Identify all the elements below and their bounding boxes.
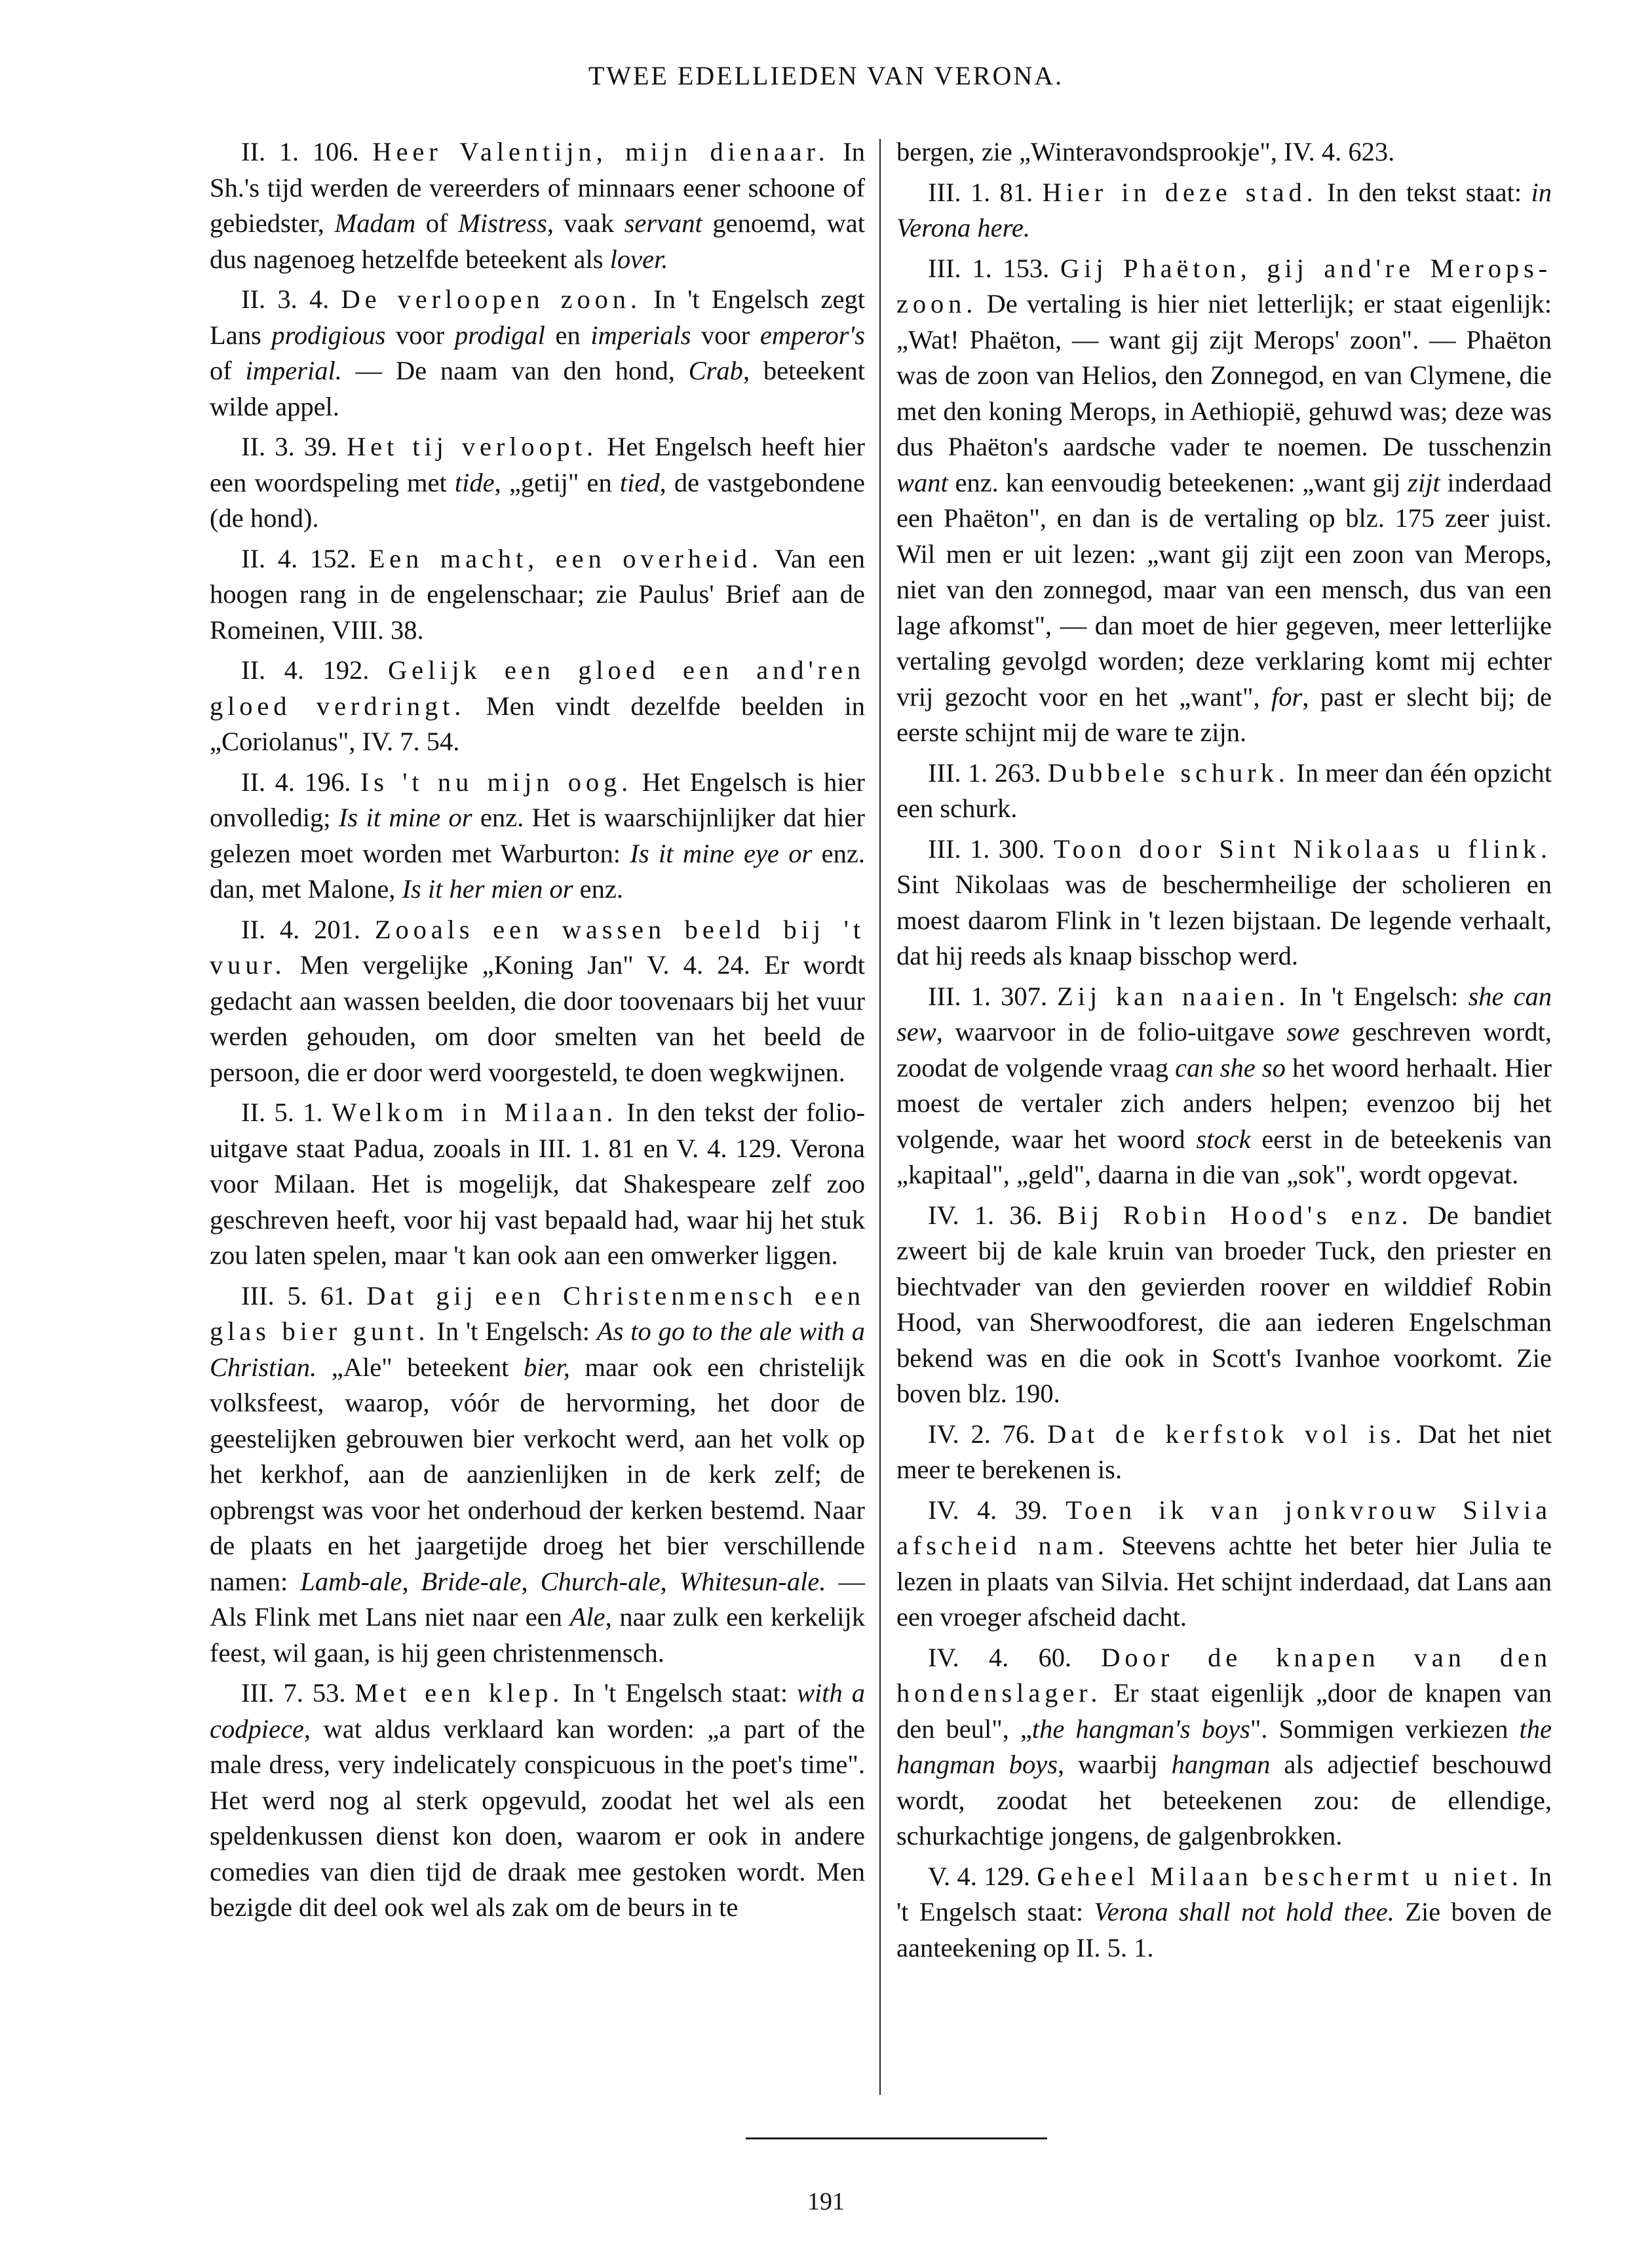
note-text: Men vergelijke „Koning Jan" V. 4. 24. Er wordt gedacht aan wassen beelden, die door toovenaars bij het vuur werden gehouden, om door smelten van het beeld de persoon, die er door werd voorgesteld, te doen wegkwijnen. <box>210 950 865 1087</box>
italic-quote: tide <box>454 467 495 497</box>
note-text: genoemd, wat dus nagenoeg hetzelfde beteekent als <box>210 208 865 274</box>
line-reference: III. 1. 307. <box>928 981 1048 1011</box>
note-text: — De naam van den hond, <box>341 356 689 385</box>
note-text: In den tekst staat: <box>1317 177 1531 207</box>
note-text: enz. kan eenvoudig beteekenen: „want gij <box>948 467 1408 497</box>
note-text: De bandiet zweert bij de kale kruin van broeder Tuck, den priester en biechtvader van den gevierden roover en wilddief Robin Hood, van Sherwoodforest, die aan iederen Engelschman bekend was en die ook in Scott's Ivanhoe voorkomt. Zie boven blz. 190. <box>896 1200 1552 1408</box>
lemma: Met een klep. <box>355 1678 564 1708</box>
italic-quote: the hangman's boys <box>1031 1713 1250 1744</box>
italic-quote: stock <box>1196 1124 1251 1154</box>
annotation-paragraph <box>896 832 1552 974</box>
note-text: Het Engelsch heeft hier een woordspeling met <box>210 432 865 497</box>
line-reference: II. 5. 1. <box>241 1098 323 1127</box>
line-reference: II. 1. 106. <box>241 137 359 166</box>
annotation-paragraph <box>210 1675 865 1926</box>
italic-quote: she can sew <box>896 981 1552 1046</box>
annotation-paragraph <box>210 1278 865 1672</box>
left-column <box>210 134 865 1930</box>
note-text: — Als Flink met Lans niet naar een <box>210 1566 865 1632</box>
annotation-paragraph <box>896 1859 1552 1966</box>
annotation-paragraph <box>896 1640 1552 1854</box>
note-text: Van een hoogen rang in de engelenschaar; zie Paulus' Brief aan de Romeinen, VIII. 38. <box>210 543 865 645</box>
italic-quote: zijt <box>1408 467 1440 497</box>
lemma: Geheel Milaan beschermt u niet. <box>1037 1861 1523 1891</box>
line-reference: II. 3. 4. <box>241 284 330 314</box>
annotation-paragraph <box>896 979 1552 1193</box>
annotation-paragraph <box>210 765 865 908</box>
italic-quote: Madam <box>334 208 416 238</box>
continued-paragraph: bergen, zie „Winteravondsprookje", IV. 4. 623. <box>896 137 1395 166</box>
note-text: In 't Engelsch zegt Lans <box>210 284 865 350</box>
note-text: , waarbij <box>1058 1750 1172 1779</box>
note-text: „Ale" beteekent <box>317 1352 524 1382</box>
annotation-paragraph <box>210 912 865 1091</box>
italic-quote: with a codpiece <box>210 1678 865 1744</box>
lemma: Gelijk een gloed een and'ren gloed verdringt. <box>210 655 865 721</box>
note-text: eerst in de beteekenis van „kapitaal", „geld", daarna in die van „sok", wordt opgevat. <box>896 1124 1552 1189</box>
note-text: als adjectief beschouwd wordt, zoodat het beteekenen zou: de ellendige, schurkachtige jongens, de galgenbrokken. <box>896 1750 1552 1850</box>
italic-quote: Crab <box>688 356 743 385</box>
italic-quote: Is it her mien or <box>402 874 573 904</box>
italic-quote: Bride-ale <box>421 1566 522 1596</box>
right-column <box>896 134 1552 1970</box>
note-text: , <box>521 1566 541 1596</box>
line-reference: IV. 4. 39. <box>928 1495 1048 1525</box>
italic-quote: lover. <box>609 244 668 274</box>
note-text: In den tekst der folio-uitgave staat Padua, zooals in III. 1. 81 en V. 4. 129. Verona voor Milaan. Het is mogelijk, dat Shakespeare zelf zoo geschreven heeft, voor hij vast bepaald had, waar hij het stuk zou laten spelen, maar 't kan ook aan een omwerker liggen. <box>210 1098 866 1270</box>
note-text: In 't Engelsch: <box>1290 981 1469 1011</box>
italic-quote: Is it mine or <box>338 803 472 832</box>
italic-quote: in Verona here. <box>896 177 1552 242</box>
annotation-paragraph <box>210 282 865 425</box>
line-reference: II. 4. 196. <box>241 767 351 797</box>
italic-quote: emperor's <box>759 320 865 350</box>
italic-quote: imperial. <box>245 356 342 385</box>
note-text: , <box>402 1566 421 1596</box>
note-text: ". Sommigen verkiezen <box>1250 1713 1520 1744</box>
annotation-paragraph <box>896 1198 1552 1412</box>
line-reference: III. 5. 61. <box>241 1280 354 1311</box>
line-reference: III. 7. 53. <box>241 1678 346 1708</box>
note-text: geschreven wordt, zoodat de volgende vraag <box>896 1017 1552 1082</box>
note-text: De vertaling is hier niet letterlijk; er staat eigenlijk: „Wat! Phaëton, — want gij zijt Merops' zoon". — Phaëton was de zoon van Helios, den Zonnegod, en van Clymene, die met den koning Merops, in Aethiopië, gehuwd was; deze was dus Phaëton's aardsche vader te noemen. De tusschenzin <box>896 289 1552 461</box>
note-text: In 't Engelsch staat: <box>564 1678 797 1708</box>
annotation-paragraph <box>210 541 865 649</box>
annotation-paragraph <box>210 429 865 537</box>
lemma: De verloopen zoon. <box>341 284 642 314</box>
italic-quote: servant <box>624 208 702 238</box>
lemma: Dubbele schurk. <box>1047 757 1290 788</box>
italic-quote: for <box>1271 681 1303 712</box>
note-text: Sint Nikolaas was de beschermheilige der scholieren en moest daarom Flink in 't lezen bijstaan. De legende verhaalt, dat hij reeds als knaap bisschop werd. <box>896 870 1552 970</box>
note-text: Zie boven de aanteekening op II. 5. 1. <box>896 1897 1552 1962</box>
line-reference: II. 4. 192. <box>241 655 370 685</box>
column-divider <box>879 139 881 2095</box>
line-reference: IV. 2. 76. <box>928 1419 1036 1449</box>
line-reference: III. 1. 300. <box>928 833 1045 864</box>
note-text: of <box>415 208 459 238</box>
note-text: In meer dan één opzicht een schurk. <box>896 757 1552 823</box>
lemma: Een macht, een overheid. <box>368 543 763 573</box>
italic-quote: prodigious <box>271 320 386 350</box>
annotation-paragraph <box>210 653 865 760</box>
annotation-paragraph <box>896 175 1552 246</box>
italic-quote: the hangman boys <box>896 1713 1552 1779</box>
italic-quote: prodigal <box>454 320 545 350</box>
note-text: In Sh.'s tijd werden de vereerders of minnaars eener schoone of gebiedster, <box>210 137 866 238</box>
annotation-paragraph <box>210 1095 865 1274</box>
note-text: , wat aldus verklaard kan worden: „a part of the male dress, very indelicately conspicuous in the poet's time". Het werd nog al sterk opgevuld, zoodat het wel als een speldenkussen dienst kon doen, waarom er ook in andere comedies van dien tijd de draak mee gestoken wordt. Men bezigde dit deel ook wel als zak om de beurs in te <box>210 1713 865 1922</box>
annotation-paragraph <box>896 756 1552 827</box>
note-text: In 't Engelsch: <box>429 1316 597 1346</box>
lemma: Door de knapen van den hondenslager. <box>896 1642 1552 1708</box>
lemma: Welkom in Milaan. <box>332 1098 618 1127</box>
italic-quote: Whitesun-ale. <box>679 1566 826 1596</box>
italic-quote: Ale <box>569 1602 605 1632</box>
note-text: enz. <box>573 874 623 904</box>
note-text: , de vastgebondene (de hond). <box>210 467 865 533</box>
note-text: , <box>660 1566 680 1596</box>
line-reference: IV. 4. 60. <box>928 1642 1072 1672</box>
lemma: Toon door Sint Nikolaas u flink. <box>1053 833 1552 864</box>
note-text: Steevens achtte het beter hier Julia te lezen in plaats van Silvia. Het schijnt inderdaad, dat Lans aan een vroeger afscheid dacht. <box>896 1531 1552 1632</box>
annotation-paragraph <box>896 251 1552 751</box>
italic-quote: Mistress <box>458 208 547 238</box>
lemma: Is 't nu mijn oog. <box>360 767 633 797</box>
note-text: , past er slecht bij; de eerste schijnt mij de ware te zijn. <box>896 681 1552 747</box>
page-number: 191 <box>807 2188 845 2215</box>
line-reference: III. 1. 81. <box>928 177 1033 207</box>
line-reference: III. 1. 263. <box>928 757 1041 788</box>
lemma: Toen ik van jonkvrouw Silvia afscheid nam. <box>896 1495 1552 1560</box>
italic-quote: sowe <box>1286 1017 1340 1046</box>
running-head: TWEE EDELLIEDEN VAN VERONA. <box>588 61 1064 90</box>
italic-quote: want <box>896 467 948 497</box>
lemma: Hier in deze stad. <box>1042 177 1318 207</box>
note-text: , vaak <box>547 208 624 238</box>
italic-quote: tied <box>619 467 660 497</box>
note-text: In 't Engelsch staat: <box>896 1861 1552 1926</box>
lemma: Dat gij een Christenmensch een glas bier gunt. <box>210 1280 866 1346</box>
note-text: , beteekent wilde appel. <box>210 356 865 421</box>
note-text: Dat het niet meer te berekenen is. <box>896 1419 1552 1484</box>
italic-quote: can she so <box>1175 1052 1286 1082</box>
lemma: Gij Phaëton, gij and're Merops-zoon. <box>896 253 1552 318</box>
lemma: Bij Robin Hood's enz. <box>1057 1200 1413 1230</box>
footer-rule <box>746 2137 1047 2139</box>
annotation-paragraph <box>210 134 865 277</box>
note-text: Men vindt dezelfde beelden in „Coriolanus", IV. 7. 54. <box>210 691 866 756</box>
note-text: , waarvoor in de folio-uitgave <box>936 1017 1287 1046</box>
italic-quote: bier, <box>524 1352 570 1382</box>
italic-quote: Is it mine eye or <box>630 838 813 868</box>
lemma: Heer Valentijn, mijn dienaar. <box>372 137 830 166</box>
note-text: , „getij" en <box>494 467 620 497</box>
note-text: voor <box>691 320 760 350</box>
italic-quote: imperials <box>590 320 691 350</box>
note-text: inderdaad een Phaëton", en dan is de vertaling op blz. 175 zeer juist. Wil men er uit lezen: „want gij zijt een zoon van Merops, niet van den zonnegod, maar van een mensch, dus van een lage afkomst", — dan moet de hier gegeven, meer letterlijke vertaling gevolgd worden; deze verklaring komt mij echter vrij gezocht voor en het „want", <box>896 467 1552 712</box>
annotation-paragraph <box>896 1417 1552 1488</box>
note-text: het woord herhaalt. Hier moest de vertaler zich anders helpen; evenzoo bij het volgende, waar het woord <box>896 1052 1552 1154</box>
note-text: of <box>210 356 246 385</box>
line-reference: V. 4. 129. <box>928 1861 1031 1891</box>
line-reference: II. 4. 152. <box>241 543 356 573</box>
annotation-paragraph <box>896 1493 1552 1636</box>
note-text: maar ook een christelijk volksfeest, waarop, vóór de hervorming, het door de geestelijken gebrouwen bier verkocht werd, aan het volk op het kerkhof, aan de aanzienlijken in de kerk zelf; de opbrengst was voor het onderhoud der kerken bestemd. Naar de plaats en het jaargetijde droeg het bier verschillende namen: <box>210 1352 865 1596</box>
lemma: Zij kan naaien. <box>1057 981 1290 1011</box>
lemma: Zooals een wassen beeld bij 't vuur. <box>210 914 866 980</box>
italic-quote: Verona shall not hold thee. <box>1094 1897 1394 1926</box>
note-text: enz. Het is waarschijnlijker dat hier gelezen moet worden met Warburton: <box>210 803 865 868</box>
note-text: voor <box>385 320 455 350</box>
line-reference: III. 1. 153. <box>928 253 1050 283</box>
lemma: Dat de kerfstok vol is. <box>1047 1419 1406 1449</box>
note-text: Er staat eigenlijk „door de knapen van den beul", „ <box>896 1678 1552 1744</box>
note-text: , naar zulk een kerkelijk feest, wil gaan, is hij geen christenmensch. <box>210 1602 865 1668</box>
line-reference: II. 4. 201. <box>241 914 361 944</box>
line-reference: II. 3. 39. <box>241 432 337 461</box>
italic-quote: As to go to the ale with a Christian. <box>210 1316 866 1382</box>
lemma: Het tij verloopt. <box>347 432 598 461</box>
note-text: en <box>545 320 591 350</box>
note-text: enz. dan, met Malone, <box>210 838 865 904</box>
italic-quote: Lamb-ale <box>300 1566 402 1596</box>
italic-quote: Church-ale <box>540 1566 661 1596</box>
italic-quote: hangman <box>1171 1750 1271 1779</box>
line-reference: IV. 1. 36. <box>928 1200 1043 1230</box>
note-text: Het Engelsch is hier onvolledig; <box>210 767 865 832</box>
